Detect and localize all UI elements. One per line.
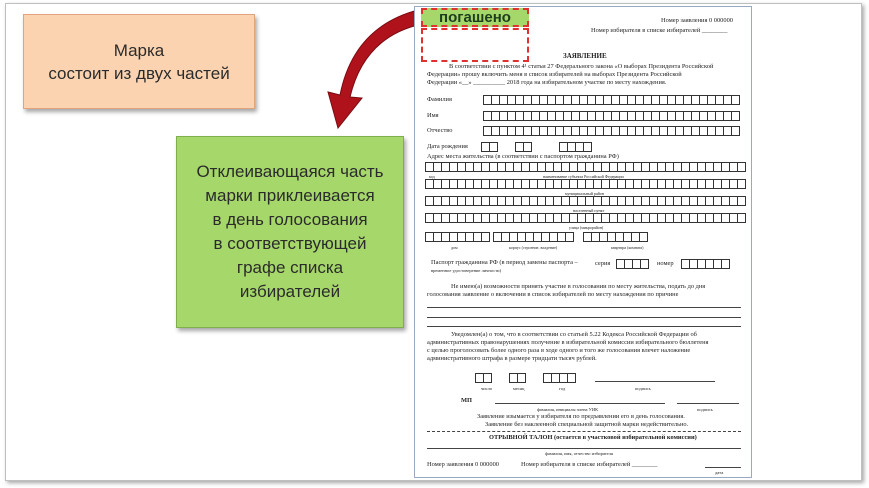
label-patronymic: Отчество (427, 127, 453, 134)
form-cell[interactable] (639, 232, 648, 242)
form-cell[interactable] (737, 213, 746, 223)
form-cell[interactable] (483, 373, 492, 383)
form-cell[interactable] (731, 126, 740, 136)
sign-year[interactable] (543, 373, 575, 383)
sub-label: код (429, 174, 435, 179)
application-form (414, 6, 752, 478)
reason-line (427, 317, 741, 318)
member-line (495, 403, 665, 404)
birthdate-month[interactable] (515, 142, 531, 152)
house-cells[interactable] (425, 232, 489, 242)
form-cell[interactable] (517, 373, 526, 383)
form-intro: В соответствии с пунктом 4¹ статьи 27 Федерального закона «О выборах Президента Российской (449, 63, 714, 70)
sub-label: дата (715, 470, 724, 475)
form-cell[interactable] (731, 95, 740, 105)
address-cells[interactable] (425, 162, 745, 172)
address-cells[interactable] (425, 213, 745, 223)
address-cells[interactable] (425, 179, 745, 189)
patronymic-cells[interactable] (483, 126, 739, 136)
form-cell[interactable] (489, 142, 498, 152)
sub-label: фамилия, имя, отчество избирателя (545, 451, 613, 456)
sub-label: муниципальный район (565, 191, 604, 196)
label-birthdate: Дата рождения (427, 143, 468, 150)
form-cell[interactable] (640, 259, 649, 269)
form-cell[interactable] (567, 373, 576, 383)
stub-application-number: Номер заявления 0 000000 (427, 461, 499, 468)
sub-label: корпус (строение, владение) (509, 245, 558, 250)
form-cell[interactable] (565, 232, 574, 242)
callout-peel-off-part (176, 136, 404, 328)
label-surname: Фамилия (427, 96, 452, 103)
sign-day[interactable] (475, 373, 491, 383)
address-cells[interactable] (425, 196, 745, 206)
form-cell[interactable] (523, 142, 532, 152)
form-intro: Федерации «__» __________ 2018 года на избирательном участке по месту нахождения. (427, 79, 667, 86)
form-cell[interactable] (583, 142, 592, 152)
sub-label: год (559, 386, 566, 391)
callout-stamp-parts (23, 14, 255, 109)
birthdate-year[interactable] (559, 142, 591, 152)
stamp-cancelled-part: погашено (421, 8, 529, 27)
sub-label: подпись (635, 386, 651, 391)
flat-cells[interactable] (583, 232, 647, 242)
label-series: серия (595, 260, 611, 267)
callout-line: состоит из двух частей (48, 63, 230, 83)
surname-cells[interactable] (483, 95, 739, 105)
callout-line: Марка (113, 40, 165, 60)
reason-text: голосования заявление о включении в список избирателей по месту нахождения по причине (427, 291, 679, 298)
sub-label: месяц (513, 386, 525, 391)
number-cells[interactable] (681, 259, 729, 269)
callout-line: Отклеивающаяся часть (196, 162, 384, 181)
application-number: Номер заявления 0 000000 (661, 17, 733, 24)
notice-text: с целью проголосовать более одного раза в ходе одного и того же голосования влечет наложение (427, 347, 691, 354)
reason-text: Не имею(а) возможности принять участие в голосовании по месту жительства, подать до дня (451, 283, 706, 290)
stub-date-line (705, 467, 741, 468)
form-title: ЗАЯВЛЕНИЕ (563, 52, 607, 60)
sign-month[interactable] (509, 373, 525, 383)
reason-line (427, 307, 741, 308)
stub-fio-line (427, 448, 741, 449)
collect-note: Заявление без наклеенной специальной защитной марки недействительно. (485, 421, 689, 428)
label-passport-note: временное удостоверение личности) (431, 268, 502, 273)
callout-line: марки приклеивается (205, 186, 375, 205)
callout-line: в соответствующей (213, 234, 367, 253)
form-cell[interactable] (737, 162, 746, 172)
sub-label: улица (микрорайон) (569, 225, 604, 230)
series-cells[interactable] (616, 259, 648, 269)
cut-line (427, 431, 741, 432)
label-number: номер (657, 260, 674, 267)
name-cells[interactable] (483, 111, 739, 121)
callout-line: графе списка (236, 258, 344, 277)
stub-title: ОТРЫВНОЙ ТАЛОН (остается в участковой избирательной комиссии) (489, 434, 697, 441)
sub-label: дом (451, 245, 458, 250)
signature-line (595, 381, 715, 382)
notice-text: административных правонарушениях получение в избирательной комиссии избирательного бюллетеня (427, 339, 709, 346)
notice-text: административного штрафа в размере тридцати тысяч рублей. (427, 355, 597, 362)
building-cells[interactable] (493, 232, 573, 242)
stamp-peel-off-part (421, 28, 529, 62)
sub-label: квартира (комната) (611, 245, 644, 250)
sub-label: населенный пункт (573, 208, 605, 213)
seal-label: МП (461, 397, 473, 404)
voter-number: Номер избирателя в списке избирателей ________ (591, 27, 728, 34)
label-name: Имя (427, 112, 439, 119)
form-cell[interactable] (737, 179, 746, 189)
sub-label: фамилия, инициалы члена УИК (537, 407, 599, 412)
callout-line: в день голосования (212, 210, 368, 229)
notice-text: Уведомлен(а) о том, что в соответствии со статьей 5.22 Кодекса Российской Федерации об (451, 331, 697, 338)
reason-line (427, 326, 741, 327)
callout-line: избирателей (239, 282, 341, 301)
form-cell[interactable] (737, 196, 746, 206)
form-intro: Федерации» прошу включить меня в список избирателей на выборах Президента Российской (427, 71, 682, 78)
sub-label: число (481, 386, 493, 391)
stub-voter-number: Номер избирателя в списке избирателей ________ (521, 461, 658, 468)
collect-note: Заявление изымается у избирателя по предъявлении его в день голосования. (477, 413, 685, 420)
label-passport: Паспорт гражданина РФ (в период замены паспорта – (431, 259, 578, 266)
label-address: Адрес места жительства (в соответствии с паспортом гражданина РФ) (427, 153, 619, 160)
member-sign-line (677, 403, 739, 404)
sub-label: наименование субъекта Российской Федерации (543, 174, 624, 179)
form-cell[interactable] (721, 259, 730, 269)
birthdate-day[interactable] (481, 142, 497, 152)
form-cell[interactable] (481, 232, 490, 242)
sub-label: подпись (697, 407, 713, 412)
form-cell[interactable] (731, 111, 740, 121)
